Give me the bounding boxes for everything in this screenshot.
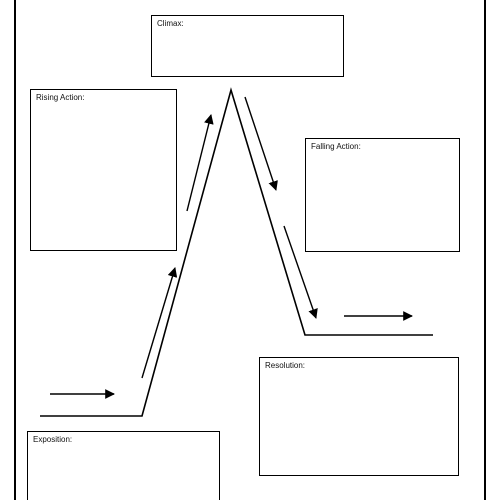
climax-label: Climax: bbox=[157, 19, 184, 28]
falling-action-box[interactable] bbox=[305, 138, 460, 252]
exposition-label: Exposition: bbox=[33, 435, 73, 444]
rising-action-box[interactable] bbox=[30, 89, 177, 251]
climax-box[interactable] bbox=[151, 15, 344, 77]
resolution-label: Resolution: bbox=[265, 361, 306, 370]
rising-action-label: Rising Action: bbox=[36, 93, 85, 102]
resolution-box[interactable] bbox=[259, 357, 459, 476]
exposition-box[interactable] bbox=[27, 431, 220, 500]
falling-action-label: Falling Action: bbox=[311, 142, 361, 151]
